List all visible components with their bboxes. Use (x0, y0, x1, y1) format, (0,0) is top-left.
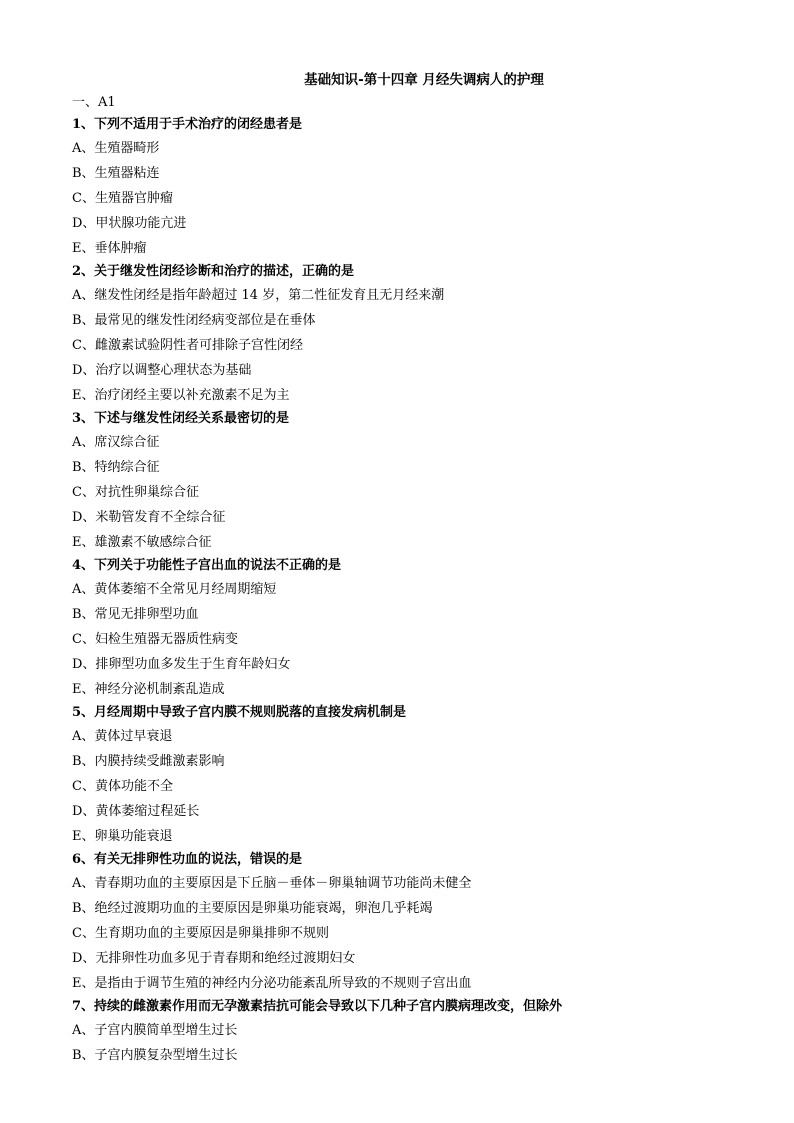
option-e: E、治疗闭经主要以补充激素不足为主 (72, 388, 290, 403)
option-b: B、绝经过渡期功血的主要原因是卵巢功能衰竭，卵泡几乎耗竭 (72, 901, 433, 916)
question-7 (72, 996, 732, 1068)
option-d: D、排卵型功血多发生于生育年龄妇女 (72, 657, 291, 672)
option-e: E、是指由于调节生殖的神经内分泌功能紊乱所导致的不规则子宫出血 (72, 976, 472, 991)
option-d: D、米勒管发育不全综合征 (72, 510, 226, 525)
option-a: A、子宫内膜简单型增生过长 (72, 1023, 238, 1038)
question-stem: 5、月经周期中导致子宫内膜不规则脱落的直接发病机制是 (72, 705, 407, 720)
option-d: D、无排卵性功血多见于青春期和绝经过渡期妇女 (72, 951, 356, 966)
option-b: B、内膜持续受雌激素影响 (72, 754, 225, 769)
option-b: B、生殖器粘连 (72, 166, 160, 181)
question-6 (72, 849, 732, 996)
question-stem: 6、有关无排卵性功血的说法，错误的是 (72, 852, 303, 867)
option-a: A、继发性闭经是指年龄超过 14 岁，第二性征发育且无月经来潮 (72, 288, 445, 303)
question-stem: 7、持续的雌激素作用而无孕激素拮抗可能会导致以下几种子宫内膜病理改变，但除外 (72, 999, 563, 1014)
option-c: C、雌激素试验阴性者可排除子宫性闭经 (72, 338, 303, 353)
option-c: C、生育期功血的主要原因是卵巢排卵不规则 (72, 926, 329, 941)
option-a: A、青春期功血的主要原因是下丘脑－垂体－卵巢轴调节功能尚未健全 (72, 876, 472, 891)
option-e: E、神经分泌机制紊乱造成 (72, 682, 225, 697)
document-page (72, 68, 732, 1068)
option-d: D、治疗以调整心理状态为基础 (72, 363, 252, 378)
option-c: C、黄体功能不全 (72, 779, 173, 794)
option-b: B、常见无排卵型功血 (72, 607, 199, 622)
option-c: C、生殖器官肿瘤 (72, 191, 173, 206)
option-a: A、黄体萎缩不全常见月经周期缩短 (72, 582, 277, 597)
option-b: B、子宫内膜复杂型增生过长 (72, 1048, 238, 1063)
question-stem: 1、下列不适用于手术治疗的闭经患者是 (72, 117, 303, 132)
option-a: A、席汉综合征 (72, 435, 160, 450)
option-b: B、最常见的继发性闭经病变部位是在垂体 (72, 313, 316, 328)
question-4 (72, 555, 732, 702)
option-a: A、生殖器畸形 (72, 141, 160, 156)
option-e: E、垂体肿瘤 (72, 241, 147, 256)
question-5 (72, 702, 732, 849)
document-title: 基础知识-第十四章 月经失调病人的护理 (304, 72, 544, 88)
option-b: B、特纳综合征 (72, 460, 160, 475)
option-d: D、甲状腺功能亢进 (72, 216, 187, 231)
option-e: E、卵巢功能衰退 (72, 829, 173, 844)
question-3 (72, 408, 732, 555)
option-d: D、黄体萎缩过程延长 (72, 804, 200, 819)
question-stem: 4、下列关于功能性子宫出血的说法不正确的是 (72, 558, 342, 573)
option-a: A、黄体过早衰退 (72, 729, 173, 744)
question-2 (72, 261, 732, 408)
question-stem: 3、下述与继发性闭经关系最密切的是 (72, 411, 290, 426)
option-c: C、对抗性卵巢综合征 (72, 485, 199, 500)
question-stem: 2、关于继发性闭经诊断和治疗的描述，正确的是 (72, 264, 355, 279)
option-c: C、妇检生殖器无器质性病变 (72, 632, 238, 647)
option-e: E、雄激素不敏感综合征 (72, 535, 212, 550)
section-heading: 一、A1 (72, 95, 116, 110)
question-1 (72, 114, 732, 261)
